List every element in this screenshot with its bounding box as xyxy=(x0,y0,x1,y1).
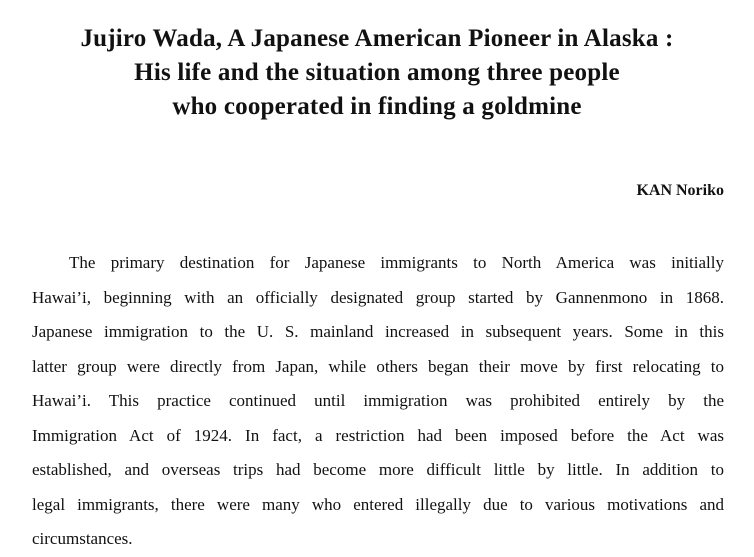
paragraph-line-1: The primary destination for Japanese immigrants to North America was initially xyxy=(69,253,724,272)
paragraph-line-8: legal immigrants, there were many who entered illegally due to various motivations and xyxy=(32,494,724,514)
abstract-paragraph xyxy=(32,246,724,557)
title-line-3: who cooperated in finding a goldmine xyxy=(172,93,582,120)
title-line-1: Jujiro Wada, A Japanese American Pioneer in Alaska : xyxy=(80,25,674,52)
paragraph-line-5: Hawai’i. This practice continued until immigration was prohibited entirely by the xyxy=(32,391,724,410)
title-line-2: His life and the situation among three people xyxy=(134,59,620,86)
paragraph-line-6: Immigration Act of 1924. In fact, a restriction had been imposed before the Act was xyxy=(32,425,724,445)
author-name: KAN Noriko xyxy=(636,182,724,199)
paragraph-line-9: circumstances. xyxy=(32,529,133,548)
paragraph-line-3: Japanese immigration to the U. S. mainland increased in subsequent years. Some in this xyxy=(32,322,724,341)
paragraph-line-4: latter group were directly from Japan, while others began their move by first relocating to xyxy=(32,356,724,376)
paragraph-line-2: Hawai’i, beginning with an officially designated group started by Gannenmono in 1868. xyxy=(32,287,724,307)
paragraph-line-7: established, and overseas trips had become more difficult little by little. In addition to xyxy=(32,460,724,479)
paper-title xyxy=(0,22,754,124)
